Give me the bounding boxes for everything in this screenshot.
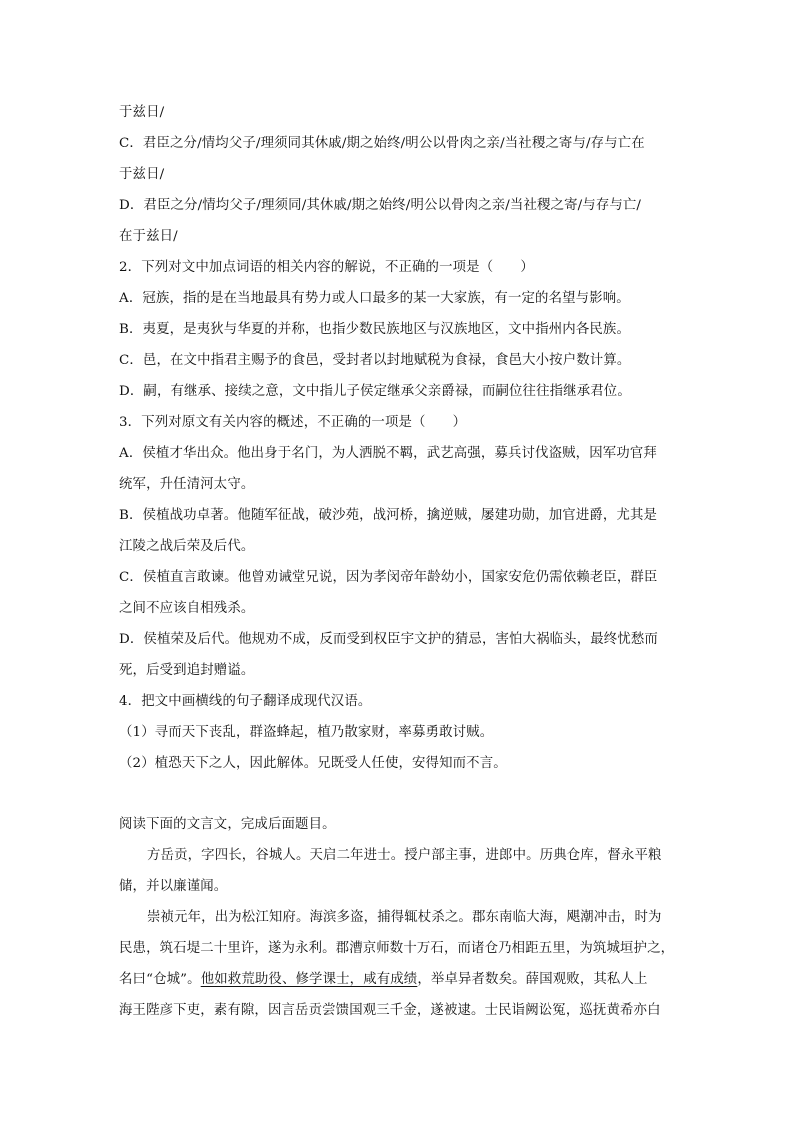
passage-p2-line3 [119, 970, 648, 990]
passage-p2-line1: 崇祯元年，出为松江知府。海滨多盗，捕得辄杖杀之。郡东南临大海，飓潮冲击，时为 [147, 910, 662, 925]
q3-option-b-line2: 江陵之战后荣及后代。 [119, 539, 255, 554]
passage-p1-line1: 方岳贡，字四长，谷城人。天启二年进士。授户部主事，进郎中。历典仓库，督永平粮 [147, 848, 662, 863]
q2-option-a: A．冠族，指的是在当地最具有势力或人口最多的某一大家族，有一定的名望与影响。 [119, 291, 630, 306]
q3-option-d-line1: D．侯植荣及后代。他规劝不成，反而受到权臣宇文护的猜忌，害怕大祸临头，最终忧愁而 [119, 632, 658, 647]
q4-sentence-1: （1）寻而天下丧乱，群盗蜂起，植乃散家财，率募勇敢讨贼。 [119, 725, 494, 740]
q1-option-c-line1: C．君臣之分/情均父子/理须同其休戚/期之始终/明公以骨肉之亲/当社稷之寄与/存与亡在 [119, 136, 645, 151]
q4-stem: 4．把文中画横线的句子翻译成现代汉语。 [119, 694, 372, 709]
underlined-sentence: 他如救荒助役、修学课士，咸有成绩 [200, 972, 418, 987]
q3-option-a-line2: 统军，升任清河太守。 [119, 477, 255, 492]
q3-option-c-line1: C．侯植直言敢谏。他曾劝诫堂兄说，因为孝闵帝年龄幼小，国家安危仍需依赖老臣，群臣 [119, 570, 658, 585]
q1-option-c-line2: 于兹日/ [119, 167, 165, 182]
q3-option-a-line1: A．侯植才华出众。他出身于名门，为人洒脱不羁，武艺高强，募兵讨伐盗贼，因军功官拜 [119, 446, 657, 461]
passage-p2-line2: 民患，筑石堤二十里许，遂为永利。郡漕京师数十万石，而诸仓乃相距五里，为筑城垣护之， [119, 941, 675, 956]
q2-option-b: B．夷夏，是夷狄与华夏的并称，也指少数民族地区与汉族地区，文中指州内各民族。 [119, 322, 630, 337]
q1-option-d-line2: 在于兹日/ [119, 229, 178, 244]
q3-option-d-line2: 死，后受到追封赠谥。 [119, 663, 255, 678]
passage-instruction: 阅读下面的文言文，完成后面题目。 [119, 817, 336, 832]
passage-text: 名曰“仓城”。 [119, 972, 201, 987]
q3-stem: 3．下列对原文有关内容的概述，不正确的一项是（ ） [119, 415, 467, 430]
passage-p2-line4: 海王陛彦下吏，素有隙，因言岳贡尝馈国观三千金，遂被逮。士民诣阙讼冤，巡抚黄希亦白 [119, 1003, 661, 1018]
q2-stem: 2．下列对文中加点词语的相关内容的解说，不正确的一项是（ ） [119, 260, 534, 275]
q3-option-b-line1: B．侯植战功卓著。他随军征战，破沙苑，战河桥，擒逆贼，屡建功勋，加官进爵，尤其是 [119, 508, 658, 523]
passage-text: ，举卓异者数矣。薛国观败，其私人上 [417, 972, 648, 987]
q2-option-c: C．邑，在文中指君主赐予的食邑，受封者以封地赋税为食禄，食邑大小按户数计算。 [119, 353, 631, 368]
q1-option-d-line1: D．君臣之分/情均父子/理须同/其休戚/期之始终/明公以骨肉之亲/当社稷之寄/与存与亡/ [119, 198, 642, 213]
passage-p1-line2: 储，并以廉谨闻。 [119, 879, 228, 894]
q4-sentence-2: （2）植恐天下之人，因此解体。兄既受人任使，安得知而不言。 [119, 756, 507, 771]
q2-option-d: D．嗣，有继承、接续之意，文中指儿子侯定继承父亲爵禄，而嗣位往往指继承君位。 [119, 384, 631, 399]
q3-option-c-line2: 之间不应该自相残杀。 [119, 601, 255, 616]
q1-option-b-tail: 于兹日/ [119, 105, 165, 120]
